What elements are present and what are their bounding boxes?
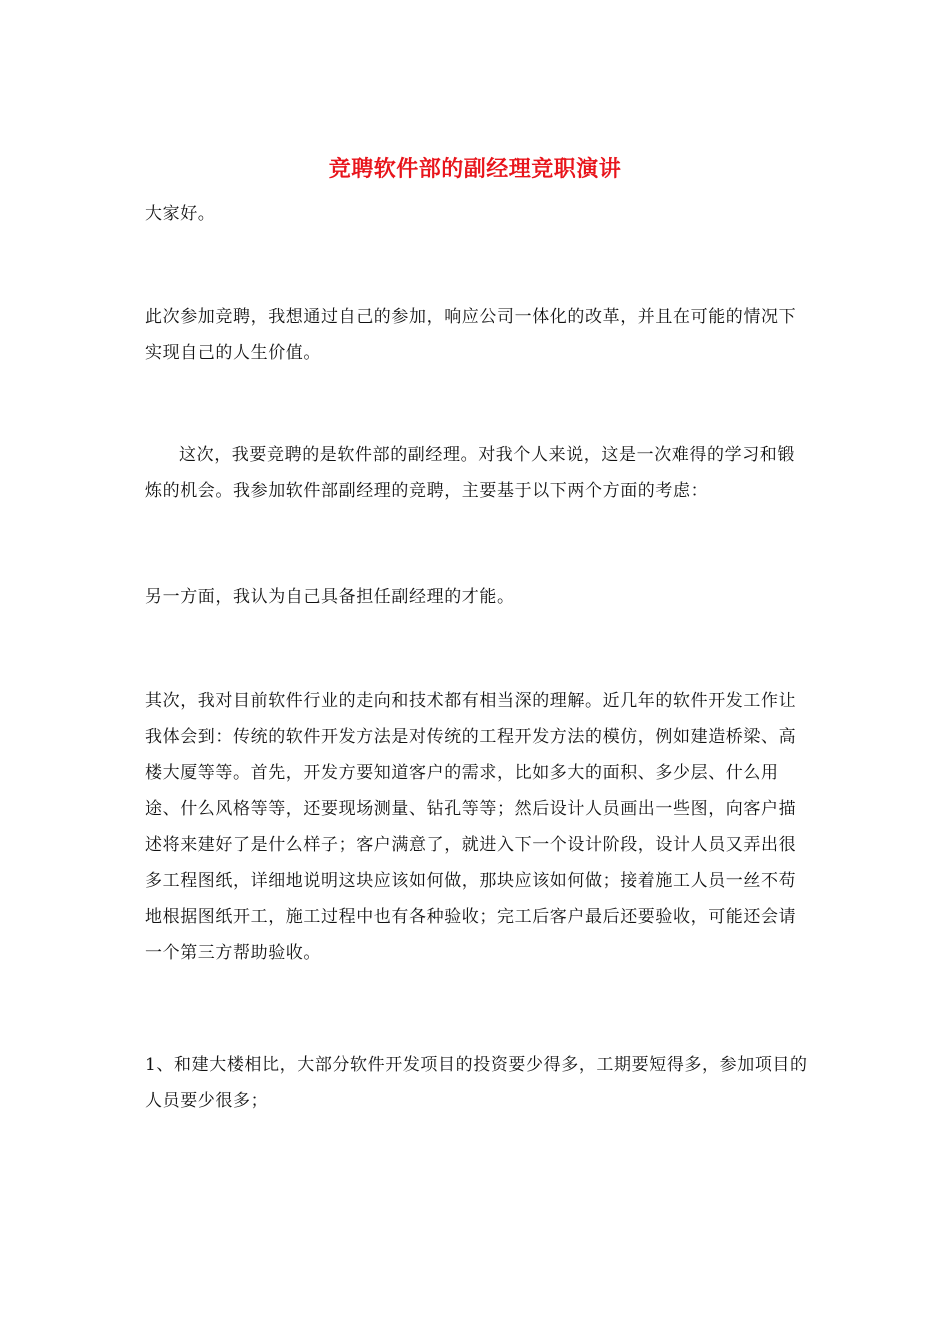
paragraph-greeting: 大家好。 [145,204,216,224]
paragraph-point-1: 1、和建大楼相比，大部分软件开发项目的投资要少得多，工期要短得多，参加项目的人员要少很多； [145,1055,808,1111]
paragraph-understanding: 其次，我对目前软件行业的走向和技术都有相当深的理解。近几年的软件开发工作让我体会到：传统的软件开发方法是对传统的工程开发方法的模仿，例如建造桥梁、高楼大厦等等。首先，开发方要知道客户的需求，比如多大的面积、多少层、什么用途、什么风格等等，还要现场测量、钻孔等等；然后设计人员画出一些图，向客户描述将来建好了是什么样子；客户满意了，就进入下一个设计阶段，设计人员又弄出很多工程图纸，详细地说明这块应该如何做，那块应该如何做；接着施工人员一丝不苟地根据图纸开工，施工过程中也有各种验收；完工后客户最后还要验收，可能还会请一个第三方帮助验收。 [145,691,797,963]
paragraph-ability: 另一方面，我认为自己具备担任副经理的才能。 [145,587,515,607]
document-title: 竞聘软件部的副经理竞职演讲 [328,156,622,182]
paragraph-position: 这次，我要竞聘的是软件部的副经理。对我个人来说，这是一次难得的学习和锻炼的机会。我参加软件部副经理的竞聘，主要基于以下两个方面的考虑： [145,445,795,501]
paragraph-intro: 此次参加竞聘，我想通过自己的参加，响应公司一体化的改革，并且在可能的情况下实现自己的人生价值。 [145,307,797,363]
